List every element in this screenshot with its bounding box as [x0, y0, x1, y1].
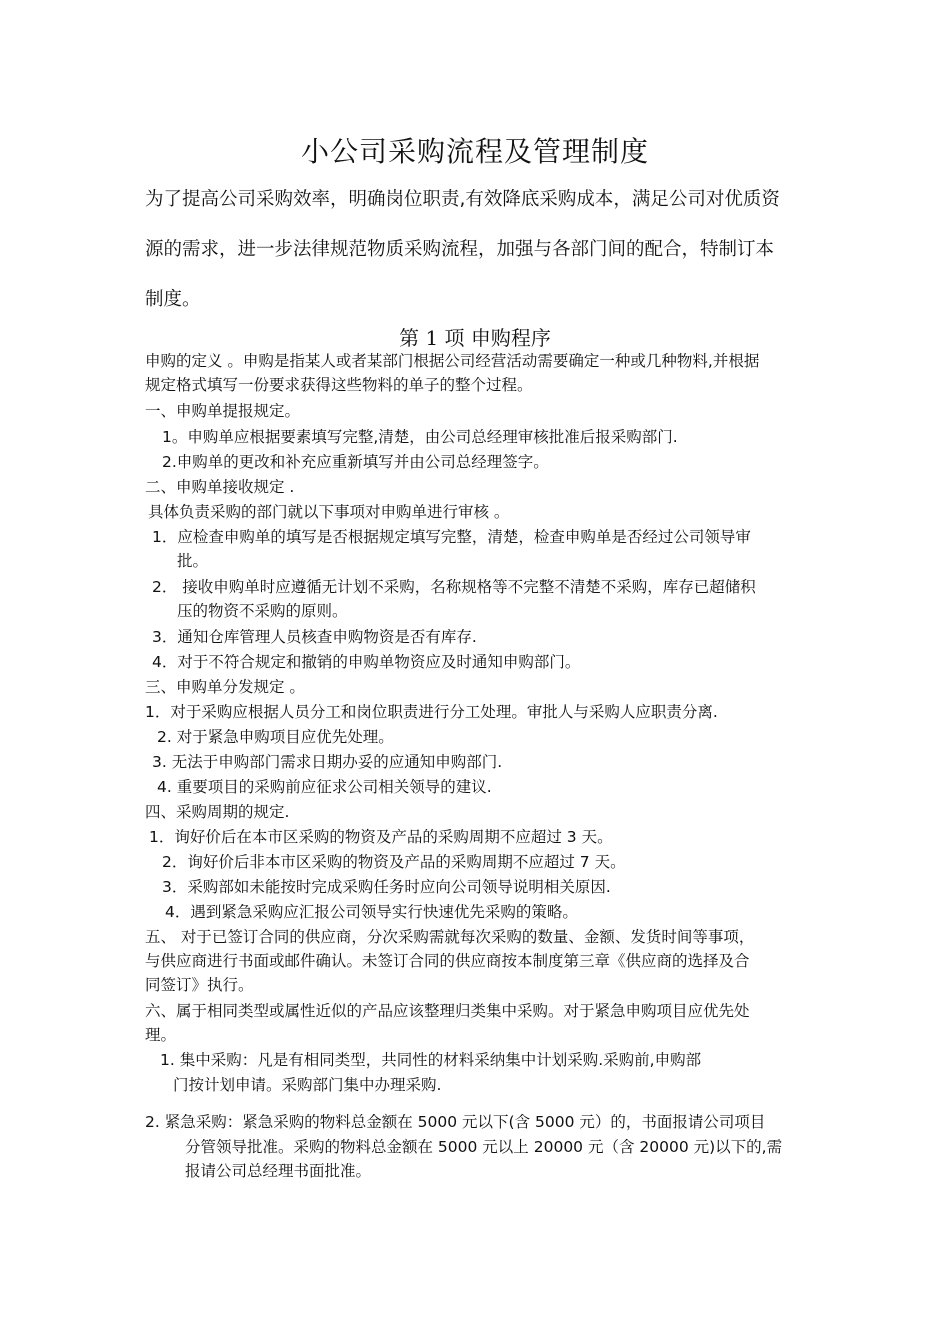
- subheading: 三、申购单分发规定 。: [145, 678, 305, 696]
- list-item: 3．采购部如未能按时完成采购任务时应向公司领导说明相关原因.: [162, 878, 611, 896]
- intro-line: 为了提高公司采购效率，明确岗位职责,有效降底采购成本，满足公司对优质资: [145, 189, 780, 210]
- subheading: 一、申购单提报规定。: [145, 402, 301, 420]
- list-item: 1．询好价后在本市区采购的物资及产品的采购周期不应超过 3 天。: [149, 828, 613, 846]
- list-item-continuation: 分管领导批准。采购的物料总金额在 5000 元以上 20000 元（含 20000 元)以下的,需: [185, 1138, 783, 1156]
- list-item: 2.申购单的更改和补充应重新填写并由公司总经理签字。: [162, 453, 549, 471]
- list-item: 2. 对于紧急申购项目应优先处理。: [157, 728, 394, 746]
- body-line: 与供应商进行书面或邮件确认。未签订合同的供应商按本制度第三章《供应商的选择及合: [145, 952, 750, 970]
- body-line: 规定格式填写一份要求获得这些物料的单子的整个过程。: [145, 376, 533, 394]
- list-item: 2．询好价后非本市区采购的物资及产品的采购周期不应超过 7 天。: [162, 853, 626, 871]
- list-item: 4．对于不符合规定和撤销的申购单物资应及时通知申购部门。: [152, 653, 581, 671]
- list-item: 1．应检查申购单的填写是否根据规定填写完整，清楚，检查申购单是否经过公司领导审: [152, 528, 751, 546]
- body-line: 同签订》执行。: [145, 976, 254, 994]
- body-line: 具体负责采购的部门就以下事项对申购单进行审核 。: [148, 503, 510, 521]
- body-line: 五、 对于已签订合同的供应商，分次采购需就每次采购的数量、金额、发货时间等事项，: [145, 928, 755, 946]
- list-item-continuation: 批。: [177, 552, 209, 570]
- subheading: 四、采购周期的规定.: [145, 803, 290, 821]
- body-line: 理。: [145, 1026, 177, 1044]
- list-item: 3. 无法于申购部门需求日期办妥的应通知申购部门.: [152, 753, 503, 771]
- list-item-continuation: 压的物资不采购的原则。: [177, 602, 348, 620]
- list-item: 4．遇到紧急采购应汇报公司领导实行快速优先采购的策略。: [165, 903, 578, 921]
- body-line: 申购的定义 。申购是指某人或者某部门根据公司经营活动需要确定一种或几种物料,并根据: [145, 352, 760, 370]
- list-item: 3．通知仓库管理人员核查申购物资是否有库存.: [152, 628, 477, 646]
- list-item: 1．对于采购应根据人员分工和岗位职责进行分工处理。审批人与采购人应职责分离.: [145, 703, 718, 721]
- list-item: 4. 重要项目的采购前应征求公司相关领导的建议.: [157, 778, 492, 796]
- document-title: 小公司采购流程及管理制度: [300, 135, 649, 168]
- list-item: 2. 紧急采购：紧急采购的物料总金额在 5000 元以下(含 5000 元）的，书面报请公司项目: [145, 1113, 766, 1131]
- list-item-continuation: 门按计划申请。采购部门集中办理采购.: [173, 1076, 442, 1094]
- intro-line: 制度。: [145, 289, 201, 310]
- list-item-continuation: 报请公司总经理书面批准。: [185, 1162, 372, 1180]
- subheading: 二、申购单接收规定 .: [145, 478, 295, 496]
- list-item: 1。申购单应根据要素填写完整,清楚，由公司总经理审核批准后报采购部门.: [162, 428, 678, 446]
- body-line: 六、属于相同类型或属性近似的产品应该整理归类集中采购。对于紧急申购项目应优先处: [145, 1002, 750, 1020]
- list-item: 2． 接收申购单时应遵循无计划不采购，名称规格等不完整不清楚不采购，库存已超储积: [152, 578, 756, 596]
- section-heading: 第 1 项 申购程序: [399, 326, 551, 350]
- list-item: 1. 集中采购：凡是有相同类型，共同性的材料采纳集中计划采购.采购前,申购部: [160, 1051, 702, 1069]
- intro-line: 源的需求，进一步法律规范物质采购流程，加强与各部门间的配合，特制订本: [145, 239, 775, 260]
